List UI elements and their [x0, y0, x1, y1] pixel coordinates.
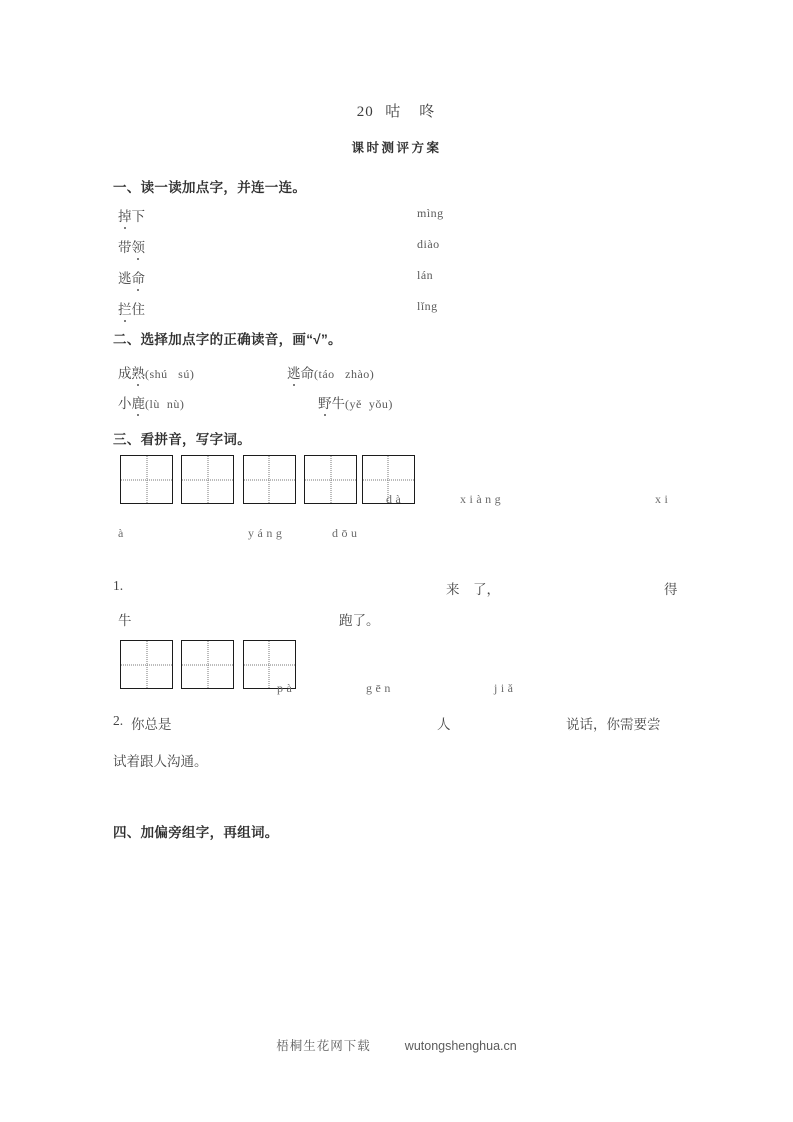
- writing-cell[interactable]: [181, 640, 234, 689]
- writing-pinyin-xi: xi: [655, 492, 672, 506]
- page-subtitle: 课时测评方案: [351, 140, 442, 155]
- writing-cell[interactable]: [243, 455, 296, 504]
- writing-pinyin-jia: jiǎ: [494, 681, 517, 695]
- writing-cell[interactable]: [120, 640, 173, 689]
- writing-pinyin-yang: yáng: [248, 526, 286, 540]
- section-heading-1: 一、读一读加点字，并连一连。: [113, 180, 307, 195]
- match-word-2: 带领: [118, 236, 145, 256]
- choice-item-1: 成熟(shú sú): [118, 362, 194, 382]
- writing-pinyin-pa: pà: [277, 681, 296, 695]
- section-heading-4: 四、加偏旁组字，再组词。: [113, 825, 279, 840]
- lesson-title: 咕 咚: [385, 104, 437, 120]
- section-heading-2: 二、选择加点字的正确读音，画“√”。: [113, 332, 342, 347]
- match-pinyin-3: lán: [417, 268, 434, 282]
- writing-cell[interactable]: [304, 455, 357, 504]
- sentence-1-part-4: 跑了。: [339, 613, 380, 628]
- sentence-1-part-3: 牛: [118, 613, 132, 628]
- match-pinyin-4: lǐng: [417, 299, 438, 313]
- lesson-number: 20: [356, 104, 374, 120]
- match-pinyin-2: diào: [417, 237, 440, 251]
- sentence-2-number: 2.: [113, 713, 124, 728]
- match-word-3: 逃命: [118, 267, 145, 287]
- writing-pinyin-xiang: xiàng: [460, 492, 505, 506]
- footer-site-name: 梧桐生花网下载: [276, 1039, 371, 1053]
- sentence-1-number: 1.: [113, 578, 124, 593]
- writing-grid-row-2[interactable]: [120, 640, 296, 689]
- footer-url[interactable]: wutongshenghua.cn: [404, 1039, 517, 1053]
- writing-pinyin-gen: gēn: [366, 681, 394, 695]
- sentence-2-part-4: 试着跟人沟通。: [113, 754, 208, 769]
- sentence-1-part-2: 得: [664, 582, 678, 597]
- sentence-2-part-2: 人: [437, 717, 451, 732]
- writing-pinyin-dou: dōu: [332, 526, 361, 540]
- section-heading-3: 三、看拼音，写字词。: [113, 432, 251, 447]
- match-word-1: 掉下: [118, 205, 145, 225]
- choice-item-2: 逃命(táo zhào): [287, 362, 374, 382]
- match-pinyin-1: mìng: [417, 206, 444, 220]
- choice-item-4: 野牛(yě yǒu): [318, 392, 393, 412]
- writing-cell[interactable]: [120, 455, 173, 504]
- match-word-4: 拦住: [118, 298, 145, 318]
- writing-grid-row-1[interactable]: [120, 455, 415, 504]
- sentence-2-part-3: 说话，你需要尝: [566, 717, 661, 732]
- page-title: [0, 100, 793, 121]
- writing-pinyin-a: à: [118, 526, 127, 540]
- sentence-2-part-1: 你总是: [131, 717, 172, 732]
- sentence-1-part-1: 来 了，: [446, 582, 500, 597]
- writing-pinyin-da: dà: [386, 492, 405, 506]
- writing-cell[interactable]: [181, 455, 234, 504]
- footer-watermark: [0, 1036, 793, 1054]
- choice-item-3: 小鹿(lù nù): [118, 392, 184, 412]
